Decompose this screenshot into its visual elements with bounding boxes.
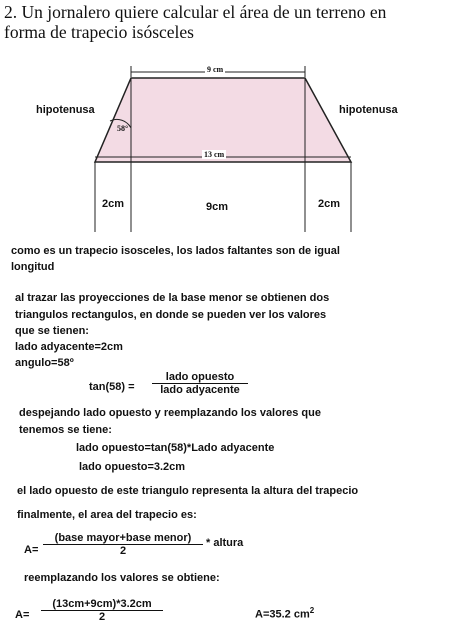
top-base-label: 9 cm [207,65,224,74]
angle-value: angulo=58º [15,357,74,369]
area-lhs: A= [24,544,39,556]
area-numerator: (base mayor+base menor) [54,532,192,544]
paragraph-2b: triangulos rectangulos, en donde se pueden ver los valores [15,309,327,321]
opposite-side-formula: lado opuesto=tan(58)*Lado adyacente [76,442,275,454]
paragraph-1b: longitud [11,261,55,273]
paragraph-6: reemplazando los valores se obtiene: [24,572,220,584]
trapezoid-diagram [0,0,474,240]
final-result-value: A=35.2 cm [255,608,310,621]
final-result-exponent: 2 [309,606,315,615]
area-denominator: 2 [119,545,127,557]
area-times-height: * altura [206,537,244,549]
paragraph-2a: al trazar las proyecciones de la base menor se obtienen dos [15,292,330,304]
problem-line-2: forma de trapecio isósceles [4,22,194,42]
tan-denominator: lado adyacente [160,384,240,396]
problem-line-1: 2. Un jornalero quiere calcular el área de un terreno en [4,2,387,22]
adjacent-side-value: lado adyacente=2cm [15,341,123,353]
right-segment-label: 2cm [318,198,341,210]
opposite-side-value: lado opuesto=3.2cm [79,461,186,473]
paragraph-4: el lado opuesto de este triangulo representa la altura del trapecio [17,485,359,497]
middle-segment-label: 9cm [206,201,229,213]
final-lhs: A= [15,609,30,621]
bottom-base-label: 13 cm [204,150,225,159]
left-segment-label: 2cm [102,198,125,210]
angle-label: 58° [117,124,129,133]
paragraph-3a: despejando lado opuesto y reemplazando los valores que [19,407,321,419]
tan-numerator: lado opuesto [165,371,235,383]
left-side-label: hipotenusa [36,104,95,116]
area-fraction [43,532,203,557]
final-denominator: 2 [98,611,106,623]
paragraph-3b: tenemos se tiene: [19,424,112,436]
tan-lhs: tan(58) = [89,381,135,393]
paragraph-2c: que se tienen: [15,325,89,337]
right-side-label: hipotenusa [339,104,398,116]
final-result [255,606,314,621]
tan-fraction [152,371,248,396]
paragraph-1a: como es un trapecio isosceles, los lados faltantes son de igual [11,245,340,257]
paragraph-5: finalmente, el area del trapecio es: [17,509,197,521]
final-numerator: (13cm+9cm)*3.2cm [52,598,152,610]
final-fraction [41,598,163,623]
